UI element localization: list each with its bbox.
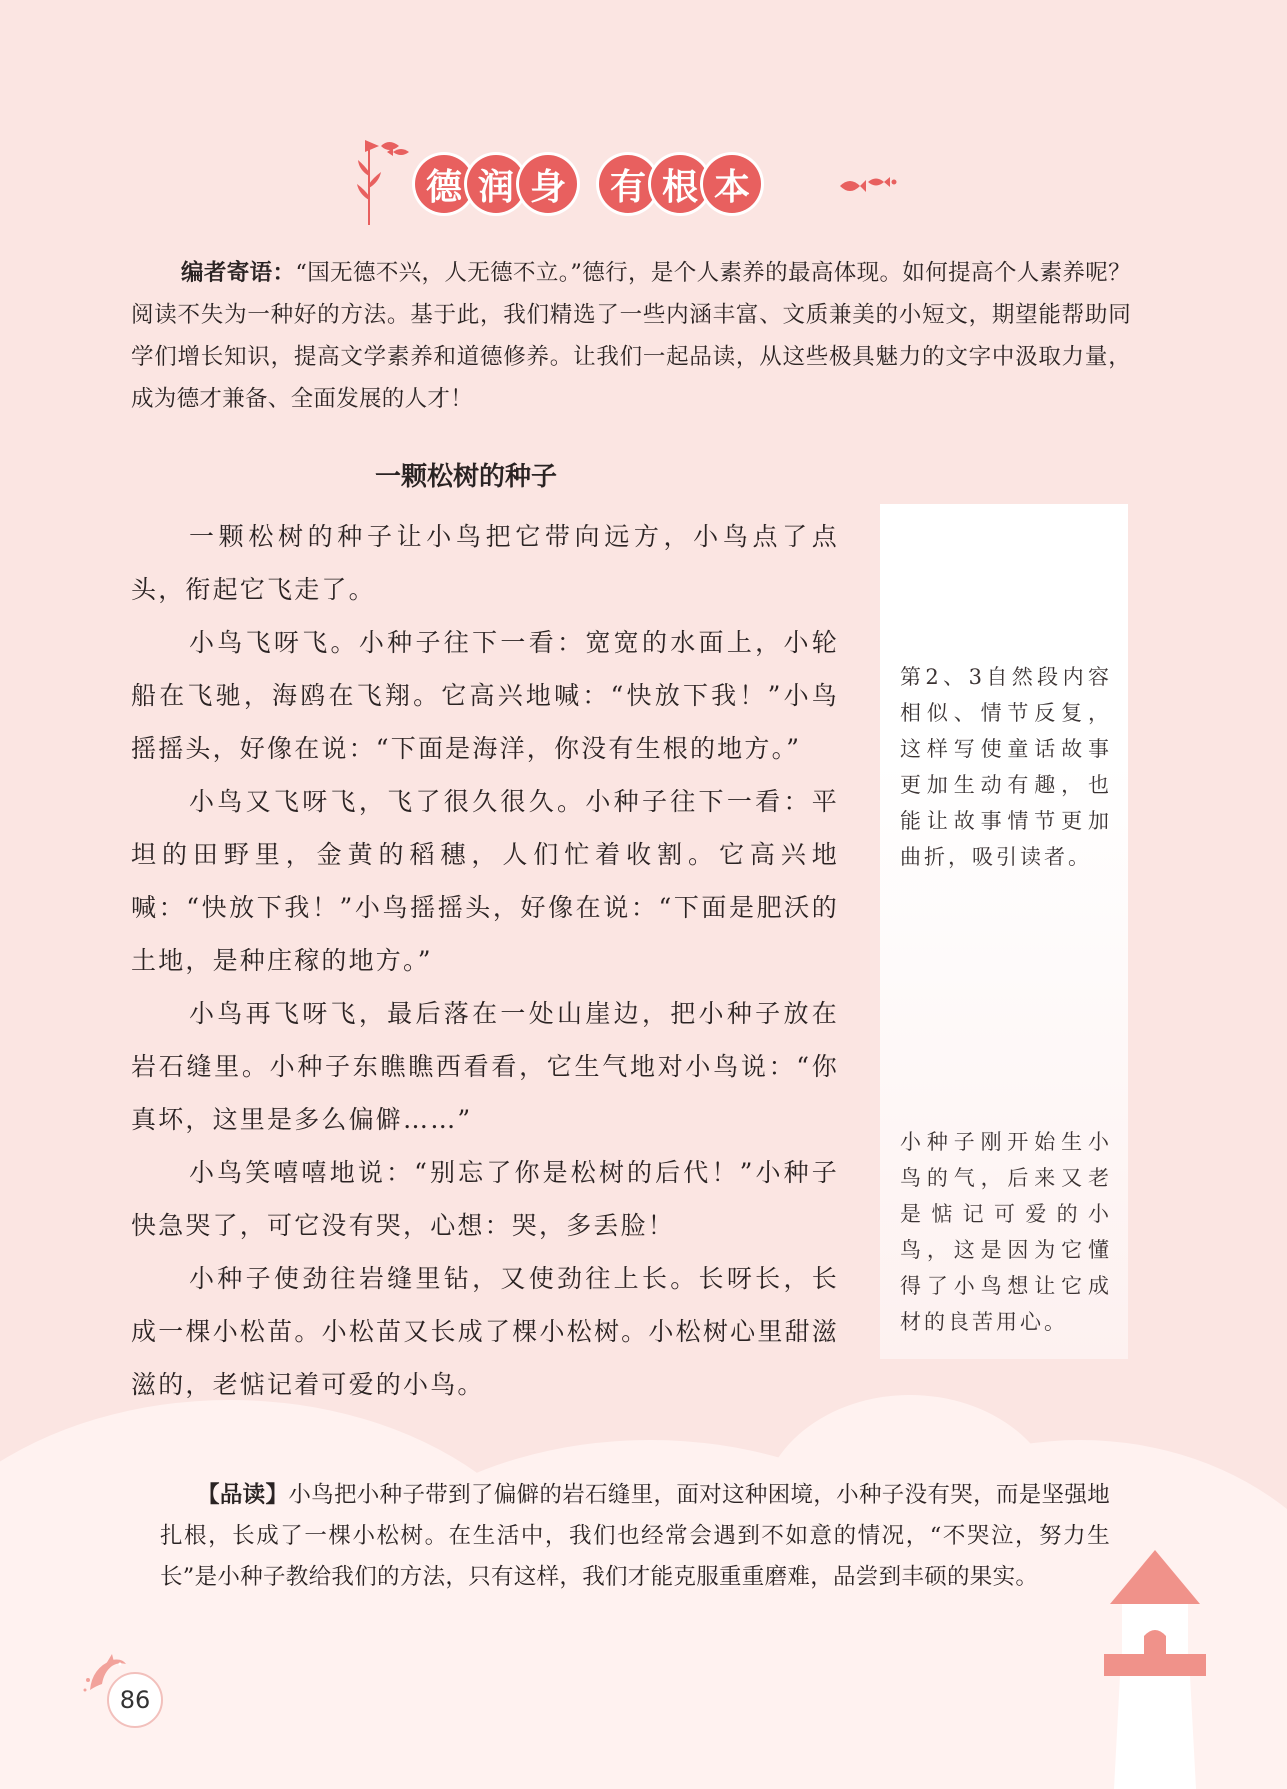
story-paragraph: 一颗松树的种子让小鸟把它带向远方，小鸟点了点头，衔起它飞走了。 [131, 522, 839, 604]
title-char: 身 [519, 155, 577, 213]
annotation-column [880, 504, 1128, 1359]
reflection-label: 【品读】 [197, 1482, 289, 1508]
fish-icon [838, 170, 898, 200]
reflection-text: 小鸟把小种子带到了偏僻的岩石缝里，面对这种困境，小种子没有哭，而是坚强地扎根，长成了一棵小松树。在生活中，我们也经常会遇到不如意的情况，“不哭泣，努力生长”是小种子教给我们的方法，只有这样，我们才能克服重重磨难，品尝到丰硕的果实。 [160, 1482, 1110, 1590]
title-char: 根 [651, 155, 709, 213]
title-char: 本 [703, 155, 761, 213]
page-number: 86 [107, 1672, 163, 1728]
story-title: 一颗松树的种子 [375, 462, 558, 492]
page-title [415, 155, 755, 213]
title-char: 德 [415, 155, 473, 213]
title-char: 润 [467, 155, 525, 213]
annotation-note: 小种子刚开始生小鸟的气，后来又老是惦记可爱的小鸟，这是因为它懂得了小鸟想让它成材的良苦用心。 [900, 1130, 1112, 1334]
story-paragraph: 小鸟又飞呀飞，飞了很久很久。小种子往下一看：平坦的田野里，金黄的稻穗，人们忙着收割。它高兴地喊：“快放下我！”小鸟摇摇头，好像在说：“下面是肥沃的土地，是种庄稼的地方。” [131, 787, 839, 975]
reflection-section [160, 1475, 1110, 1598]
lighthouse-icon [1100, 1548, 1210, 1789]
section-header [0, 130, 1287, 230]
annotation-note: 第2、3自然段内容相似、情节反复，这样写使童话故事更加生动有趣，也能让故事情节更加曲折，吸引读者。 [900, 665, 1112, 869]
story-paragraph: 小鸟飞呀飞。小种子往下一看：宽宽的水面上，小轮船在飞驰，海鸥在飞翔。它高兴地喊：“快放下我！”小鸟摇摇头，好像在说：“下面是海洋，你没有生根的地方。” [131, 628, 839, 763]
branch-fish-icon [355, 130, 415, 225]
editor-note [131, 252, 1131, 420]
story-paragraph: 小鸟笑嘻嘻地说：“别忘了你是松树的后代！”小种子快急哭了，可它没有哭，心想：哭，多丢脸！ [131, 1158, 839, 1240]
story-paragraph: 小种子使劲往岩缝里钻，又使劲往上长。长呀长，长成一棵小松苗。小松苗又长成了棵小松树。小松树心里甜滋滋的，老惦记着可爱的小鸟。 [131, 1264, 839, 1399]
story-paragraph: 小鸟再飞呀飞，最后落在一处山崖边，把小种子放在岩石缝里。小种子东瞧瞧西看看，它生气地对小鸟说：“你真坏，这里是多么偏僻……” [131, 999, 839, 1134]
editor-note-label: 编者寄语： [181, 260, 296, 286]
story-body [131, 510, 839, 1411]
editor-note-text: “国无德不兴，人无德不立。”德行，是个人素养的最高体现。如何提高个人素养呢？阅读不失为一种好的方法。基于此，我们精选了一些内涵丰富、文质兼美的小短文，期望能帮助同学们增长知识，提高文学素养和道德修养。让我们一起品读，从这些极具魅力的文字中汲取力量，成为德才兼备、全面发展的人才！ [131, 260, 1131, 412]
title-char: 有 [599, 155, 657, 213]
